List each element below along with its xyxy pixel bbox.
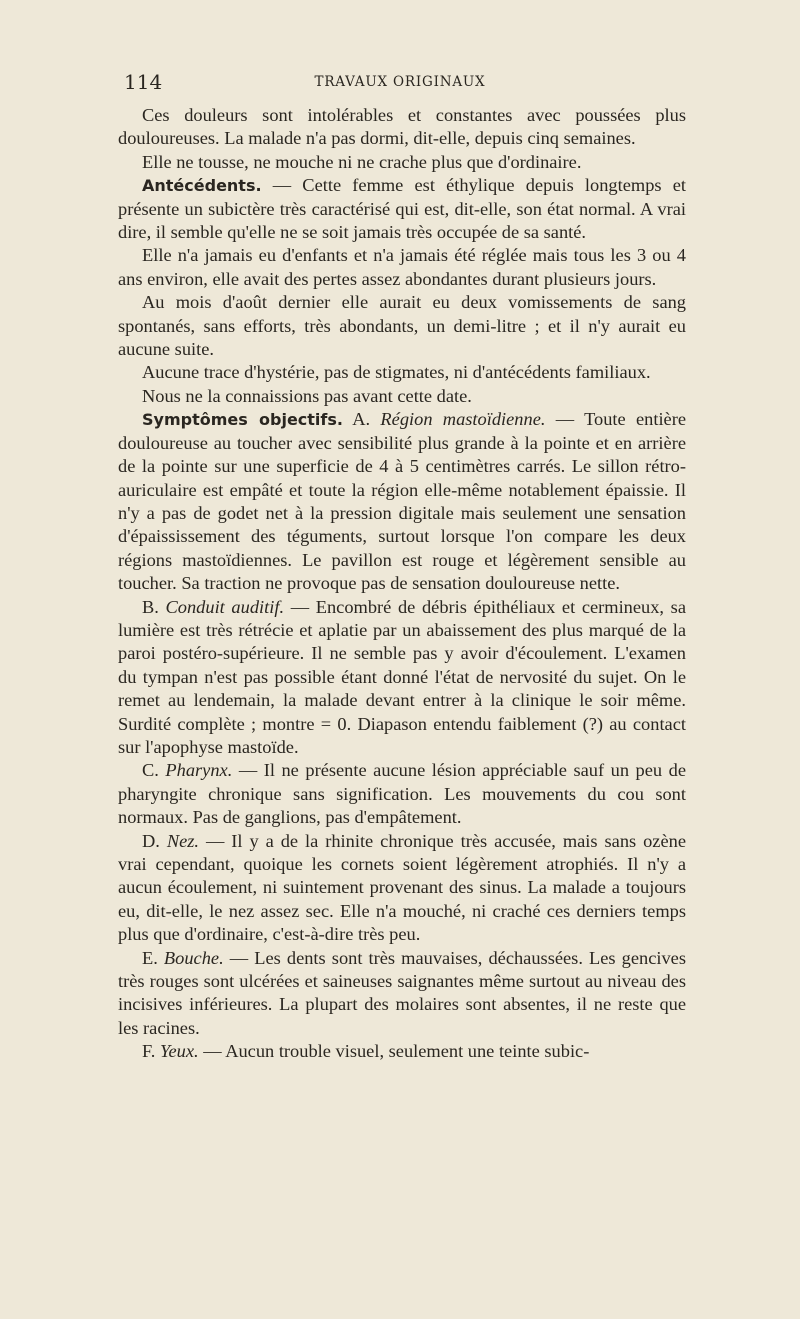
subsection-title-yeux: Yeux. xyxy=(159,1041,199,1062)
paragraph-pharynx: C. Pharynx. — Il ne présente aucune lésion appréciable sauf un peu de pharyngite chronique sans signification. Les mouvements du cou sont normaux. Pas de ganglions, pas d'empâtement. xyxy=(118,760,686,828)
paragraph-antecedents: Antécédents. — Cette femme est éthylique depuis longtemps et présente un subictère très caractérisé qui est, dit-elle, son état normal. A vrai dire, il semble qu'elle ne se soit jamais très occupée de sa santé. xyxy=(118,175,686,243)
subsection-title-pharynx: Pharynx. xyxy=(165,760,233,781)
paragraph-tousse: Elle ne tousse, ne mouche ni ne crache plus que d'ordinaire. xyxy=(142,151,582,172)
paragraph-conduit-auditif: B. Conduit auditif. — Encombré de débris épithéliaux et cermineux, sa lumière est très rétrécie et aplatie par un abaissement des plus marqué de la paroi postéro-supérieure. Il ne semble pas y avoir d'écoulement. L'examen du tympan n'est pas possible étant donné l'état de nervosité du sujet. On le remet au lendemain, la malade devant entrer à la clinique le soir même. Surdité complète ; montre = 0. Diapason entendu faiblement (?) au contact sur l'apophyse mastoïde. xyxy=(118,596,686,757)
paragraph-douleurs: Ces douleurs sont intolérables et constantes avec poussées plus douloureuses. La malade n'a pas dormi, dit-elle, depuis cinq semaines. xyxy=(118,105,686,149)
section-lead-antecedents: Antécédents. xyxy=(142,176,262,196)
paragraph-vomissements: Au mois d'août dernier elle aurait eu deux vomissements de sang spontanés, sans efforts, très abondants, un demi-litre ; et il n'y aurait eu aucune suite. xyxy=(118,292,686,360)
paragraph-connaissions: Nous ne la connaissions pas avant cette date. xyxy=(142,385,472,406)
running-title: TRAVAUX ORIGINAUX xyxy=(314,74,486,90)
subsection-title-mastoidienne: Région mastoïdienne. xyxy=(380,409,546,430)
page-number: 114 xyxy=(124,70,163,94)
paragraph-nez: D. Nez. — Il y a de la rhinite chronique très accusée, mais sans ozène vrai cependant, quoique les cornets soient légèrement atrophiés. Il n'y a aucun écoulement, ni suintement provenant des sinus. La malade a toujours eu, dit-elle, le nez assez sec. Elle n'a mouché, ni craché ces derniers temps plus que d'ordinaire, c'est-à-dire très peu. xyxy=(118,830,686,945)
page-header xyxy=(120,66,680,96)
paragraph-symptomes-mastoidienne: Symptômes objectifs. A. Région mastoïdienne. — Toute entière douloureuse au toucher avec sensibilité plus grande à la pointe et en arrière de la pointe sur une superficie de 4 à 5 centimètres carrés. Le sillon rétro-auriculaire est empâté et toute la région elle-même notablement épaissie. Il n'y a pas de godet net à la pression digitale mais seulement une sensation d'épaississement des téguments, surtout lorsque l'on compare les deux régions mastoïdiennes. Le pavillon est rouge et légèrement sensible au toucher. Sa traction ne provoque pas de sensation douloureuse nette. xyxy=(118,409,687,594)
body-text xyxy=(118,104,686,1064)
subsection-title-bouche: Bouche. xyxy=(163,947,224,968)
subsection-title-nez: Nez. xyxy=(166,830,200,851)
section-lead-symptomes: Symptômes objectifs. xyxy=(142,410,343,430)
paragraph-yeux: F. Yeux. — Aucun trouble visuel, seulement une teinte subic- xyxy=(142,1041,590,1062)
paragraph-hysterie: Aucune trace d'hystérie, pas de stigmates, ni d'antécédents familiaux. xyxy=(142,362,651,383)
paragraph-enfants: Elle n'a jamais eu d'enfants et n'a jamais été réglée mais tous les 3 ou 4 ans environ, elle avait des pertes assez abondantes durant plusieurs jours. xyxy=(118,245,686,289)
subsection-title-conduit: Conduit auditif. xyxy=(165,596,285,617)
paragraph-bouche: E. Bouche. — Les dents sont très mauvaises, déchaussées. Les gencives très rouges sont ulcérées et saineuses saignantes même surtout au niveau des incisives inférieures. La plupart des molaires sont absentes, il ne reste que les racines. xyxy=(118,947,686,1038)
